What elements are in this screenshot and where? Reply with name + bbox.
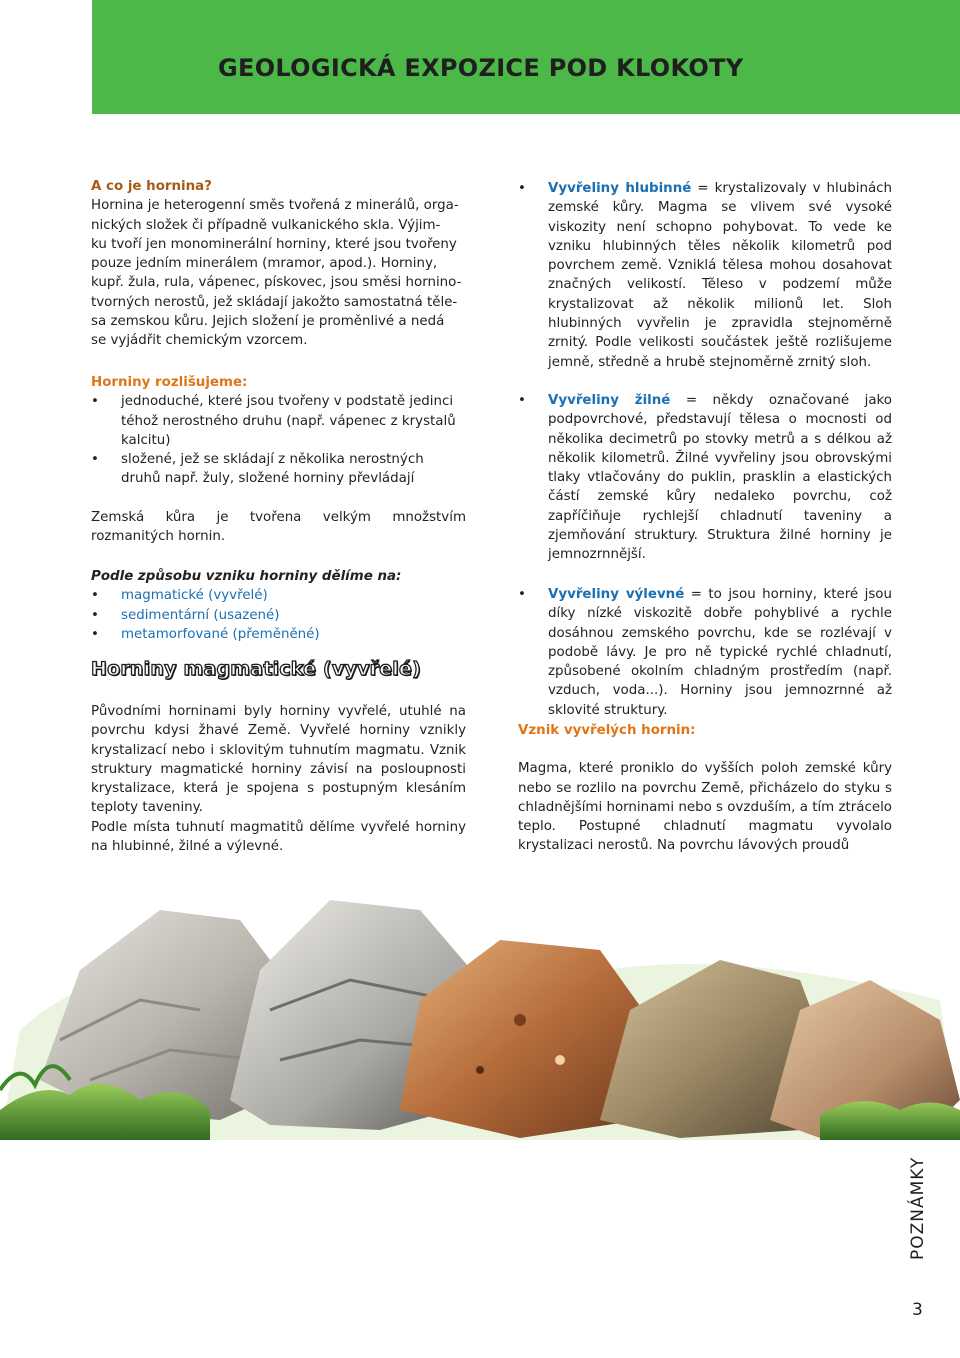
distinguish-list: [91, 392, 466, 488]
notes-sidebar: [900, 1140, 948, 1280]
term: Vyvřeliny hlubinné: [548, 181, 692, 196]
magmatic-title: Horniny magmatické (vyvřelé): [91, 658, 421, 680]
what-is-rock-line: nických složek či případně vulkanického skla. Výjim-: [91, 217, 441, 233]
what-is-rock-line: sa zemskou kůru. Jejich složení je proměnlivé a nedá: [91, 314, 445, 330]
formation-text: Magma, které proniklo do vyšších poloh zemské kůry nebo se rozlilo na povrchu Země, přicházelo do styku s chladnějšími horninami nebo s ovzduším, a tím ztrácelo teplo. Postupné chladnutí magmatu vyvolalo krystalizaci nerostů. Na povrchu lávových proudů: [518, 761, 892, 854]
what-is-rock-line: tvorných nerostů, jež skládají jakožto samostatná těle-: [91, 294, 458, 310]
magmatic-body: [91, 702, 466, 856]
origin-list: [91, 586, 466, 644]
what-is-rock-title: A co je hornina?: [91, 179, 212, 194]
definition: = někdy označované jako podpovrchové, představují tělesa o mocnosti od několika decimetrů po stovky metrů a s délkou až několik kilometrů. Žilné vyvřeliny jsou obrovskými tlaky vtlačovány do puklin, prasklin a elastických částí zemské kůry nedaleko povrchu, což zapříčiňuje rychlejší chladnutí taveniny a zjemňování struktury. Struktura žilné horniny je jemnozrnnější.: [548, 393, 892, 563]
list-item: [518, 391, 892, 565]
vein-rocks-section: [518, 391, 892, 565]
what-is-rock-section: [91, 177, 466, 351]
definition: = to jsou horniny, které jsou díky nízké viskozitě dobře pohyblivé a rychle dosáhnou zemského povrchu, kde se rozlévají v podobě lávy. Je pro ně typické rychlé chladnutí, způsobené okolním chladným prostředím (např. vzduch, voda...). Horniny jsou jemnozrnné až sklovité struktury.: [548, 587, 892, 718]
what-is-rock-line: ku tvoří jen monominerální horniny, které jsou tvořeny: [91, 236, 457, 252]
rocks-photo: [0, 880, 960, 1140]
what-is-rock-line: pouze jedním minerálem (mramor, apod.). Horniny,: [91, 256, 438, 272]
list-item: • metamorfované (přeměněné): [91, 625, 466, 644]
magmatic-paragraph: Původními horninami byly horniny vyvřelé, utuhlé na povrchu kdysi žhavé Země. Vyvřelé horniny vznikly krystalizací nebo i sklovitým tuhnutím magmatu. Vznik struktury magmatické horniny závisí na posloupnosti krystalizace, která je spojena s postupným klesáním teploty taveniny.: [91, 704, 466, 816]
list-item: • jednoduché, které jsou tvořeny v podstatě jedinci téhož nerostného druhu (např. vápenec z krystalů kalcitu): [91, 392, 466, 450]
vein-rocks-list: [518, 391, 892, 565]
formation-title: Vznik vyvřelých hornin:: [518, 723, 696, 738]
notes-label: POZNÁMKY: [908, 1156, 928, 1260]
term: Vyvřeliny žilné: [548, 393, 671, 408]
list-item: • složené, jež se skládají z několika nerostných druhů např. žuly, složené horniny převládají: [91, 450, 466, 489]
deep-rocks-list: [518, 179, 892, 372]
effusive-rocks-section: [518, 585, 892, 720]
page-title: GEOLOGICKÁ EXPOZICE POD KLOKOTY: [218, 54, 744, 82]
crust-text: Zemská kůra je tvořena velkým množstvím rozmanitých hornin.: [91, 509, 466, 545]
list-item: [518, 585, 892, 720]
magmatic-section: [91, 660, 466, 679]
magmatic-paragraph: Podle místa tuhnutí magmatitů dělíme vyvřelé horniny na hlubinné, žilné a výlevné.: [91, 819, 466, 855]
what-is-rock-line: Hornina je heterogenní směs tvořená z minerálů, orga-: [91, 198, 459, 214]
deep-rocks-section: [518, 179, 892, 372]
definition: = krystalizovaly v hlubinách zemské kůry. Magma se vlivem své vysoké viskozity není schopno pohybovat. To vede ke vzniku hlubinných těles několik kilometrů pod povrchem země. Vzniklá tělesa mohou dosahovat značných velikostí. Těleso v podzemí může krystalizovat až několik milionů let. Sloh hlubinných vyvřelin je zpravidla stejnoměrně zrnitý. Podle velikosti součástek ještě rozlišujeme jemně, středně a hrubě stejnoměrně zrnitý sloh.: [548, 181, 892, 370]
what-is-rock-line: se vyjádřit chemickým vzorcem.: [91, 333, 308, 349]
what-is-rock-line: kupř. žula, rula, vápenec, pískovec, jsou směsi hornino-: [91, 275, 462, 291]
distinguish-title: Horniny rozlišujeme:: [91, 375, 248, 390]
origin-title: Podle způsobu vzniku horniny dělíme na:: [91, 569, 402, 584]
origin-section: [91, 567, 466, 644]
distinguish-section: [91, 373, 466, 546]
header-banner: [92, 0, 960, 114]
effusive-rocks-list: [518, 585, 892, 720]
page-number: 3: [912, 1300, 923, 1320]
list-item: [518, 179, 892, 372]
list-item: • magmatické (vyvřelé): [91, 586, 466, 605]
term: Vyvřeliny výlevné: [548, 587, 685, 602]
formation-section: [518, 721, 892, 856]
list-item: • sedimentární (usazené): [91, 606, 466, 625]
